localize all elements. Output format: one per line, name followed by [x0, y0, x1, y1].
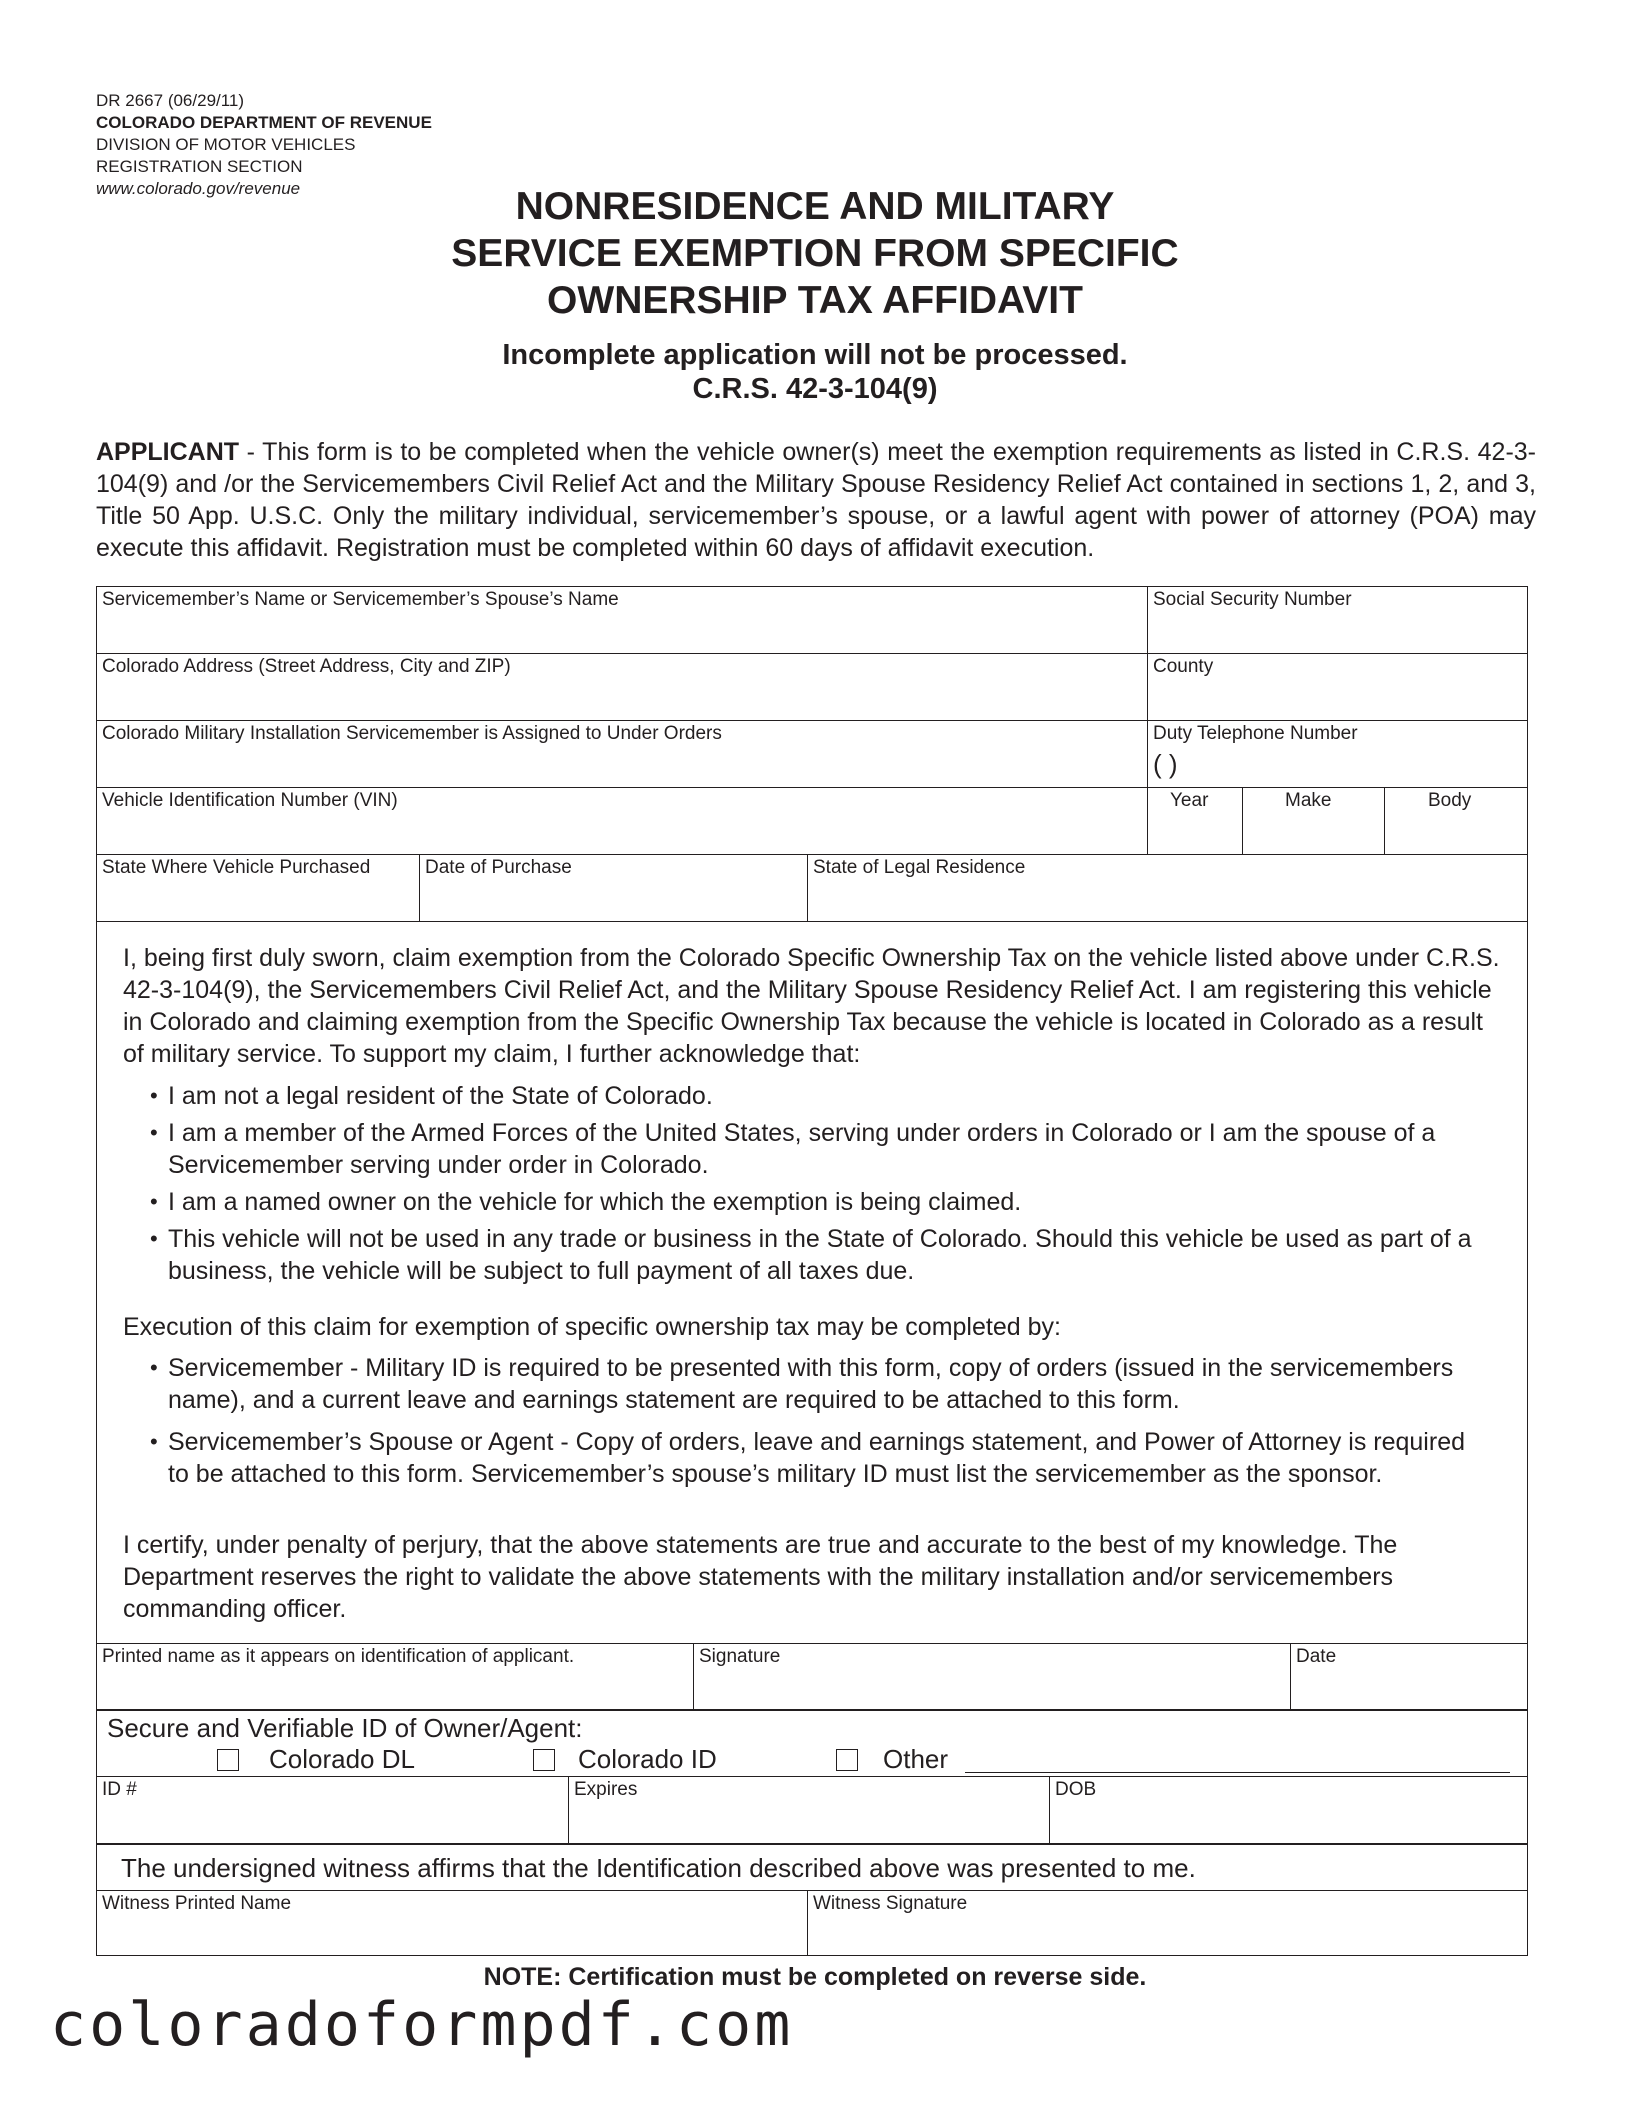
colorado-dl-checkbox[interactable]: [217, 1749, 239, 1771]
form-number: DR 2667 (06/29/11): [96, 91, 245, 110]
ack-bullet-1: • I am not a legal resident of the State of Colorado.: [150, 1080, 1528, 1112]
incomplete-warning: Incomplete application will not be processed.: [502, 339, 1128, 371]
signature-field[interactable]: Signature: [699, 1646, 781, 1667]
execution-intro: Execution of this claim for exemption of specific ownership tax may be completed by:: [123, 1313, 1061, 1341]
id-expires-field[interactable]: Expires: [574, 1779, 638, 1800]
ack-bullet-3: • I am a named owner on the vehicle for which the exemption is being claimed.: [150, 1186, 1528, 1218]
form-title-line1: NONRESIDENCE AND MILITARY: [515, 185, 1115, 228]
date-of-purchase-field[interactable]: Date of Purchase: [425, 857, 572, 878]
other-checkbox[interactable]: [836, 1749, 858, 1771]
ack-bullet-2: • I am a member of the Armed Forces of the United States, serving under orders in Colorado or I am the spouse of a Servicemember serving under order in Colorado.: [150, 1117, 1528, 1181]
form-title-line3: OWNERSHIP TAX AFFIDAVIT: [547, 279, 1083, 322]
applicant-label: APPLICANT: [96, 438, 240, 466]
ack-bullet-4: • This vehicle will not be used in any trade or business in the State of Colorado. Should this vehicle be used as part of a business, the vehicle will be subject to full payment of all taxes due.: [150, 1223, 1528, 1287]
applicant-instructions-text: - This form is to be completed when the vehicle owner(s) meet the exemption requirements as listed in C.R.S. 42-3-104(9) and /or the Servicemembers Civil Relief Act and the Military Spouse Residency Relief Act contained in sections 1, 2, and 3, Title 50 App. U.S.C. Only the military individual, servicemember’s spouse, or a lawful agent with power of attorney (POA) may execute this affidavit. Registration must be completed within 60 days of affidavit execution.: [96, 438, 1536, 562]
section-name: REGISTRATION SECTION: [96, 157, 303, 176]
ssn-field[interactable]: Social Security Number: [1153, 589, 1352, 610]
body-field[interactable]: Body: [1428, 790, 1472, 811]
colorado-id-label: Colorado ID: [578, 1744, 717, 1774]
execution-bullet-servicemember: • Servicemember - Military ID is required to be presented with this form, copy of orders (issued in the servicemembers name), and a current leave and earnings statement are required to be attached to this form.: [150, 1352, 1468, 1416]
make-field[interactable]: Make: [1285, 790, 1332, 811]
date-field[interactable]: Date: [1296, 1646, 1337, 1667]
witness-printed-name-field[interactable]: Witness Printed Name: [102, 1893, 292, 1914]
website-link[interactable]: www.colorado.gov/revenue: [96, 179, 301, 198]
colorado-dl-label: Colorado DL: [269, 1744, 415, 1774]
state-purchased-field[interactable]: State Where Vehicle Purchased: [102, 857, 371, 878]
applicant-instructions: [96, 436, 1536, 564]
certification-statement: I certify, under penalty of perjury, that the above statements are true and accurate to the best of my knowledge. The Department reserves the right to validate the above statements with the military installation and/or servicemembers commanding officer.: [123, 1531, 1398, 1623]
dob-field[interactable]: DOB: [1055, 1779, 1097, 1800]
form-title-line2: SERVICE EXEMPTION FROM SPECIFIC: [451, 232, 1179, 275]
affidavit-paragraph: I, being first duly sworn, claim exemption from the Colorado Specific Ownership Tax on the vehicle listed above under C.R.S. 42-3-104(9), the Servicemembers Civil Relief Act, and the Military Spouse Residency Relief Act. I am registering this vehicle in Colorado and claiming exemption from the Specific Ownership Tax because the vehicle is located in Colorado as a result of military service. To support my claim, I further acknowledge that:: [123, 944, 1500, 1068]
other-id-line[interactable]: [965, 1772, 1510, 1773]
witness-statement: The undersigned witness affirms that the Identification described above was presented to me.: [121, 1853, 1196, 1883]
reverse-side-note: NOTE: Certification must be completed on reverse side.: [483, 1963, 1147, 1991]
printed-name-field[interactable]: Printed name as it appears on identification of applicant.: [102, 1646, 575, 1667]
year-field[interactable]: Year: [1170, 790, 1209, 811]
id-section-heading: Secure and Verifiable ID of Owner/Agent:: [107, 1713, 583, 1743]
site-watermark: coloradoformpdf.com: [50, 1990, 794, 2060]
county-field[interactable]: County: [1153, 656, 1214, 677]
servicemember-name-field[interactable]: Servicemember’s Name or Servicemember’s Spouse’s Name: [102, 589, 619, 610]
military-installation-field[interactable]: Colorado Military Installation Servicemember is Assigned to Under Orders: [102, 723, 722, 744]
department-name: COLORADO DEPARTMENT OF REVENUE: [96, 113, 432, 132]
area-code-parentheses: ( ): [1153, 749, 1178, 779]
vin-field[interactable]: Vehicle Identification Number (VIN): [102, 790, 398, 811]
state-of-residence-field[interactable]: State of Legal Residence: [813, 857, 1026, 878]
witness-signature-field[interactable]: Witness Signature: [813, 1893, 968, 1914]
id-number-field[interactable]: ID #: [102, 1779, 137, 1800]
duty-telephone-field[interactable]: Duty Telephone Number: [1153, 723, 1358, 744]
execution-bullet-spouse-agent: • Servicemember’s Spouse or Agent - Copy of orders, leave and earnings statement, and Power of Attorney is required to be attached to this form. Servicemember’s spouse’s military ID must list the servicemember as the sponsor.: [150, 1426, 1468, 1490]
other-label: Other: [883, 1744, 949, 1774]
statute-reference: C.R.S. 42-3-104(9): [692, 373, 938, 405]
colorado-address-field[interactable]: Colorado Address (Street Address, City and ZIP): [102, 656, 511, 677]
colorado-id-checkbox[interactable]: [533, 1749, 555, 1771]
division-name: DIVISION OF MOTOR VEHICLES: [96, 135, 356, 154]
